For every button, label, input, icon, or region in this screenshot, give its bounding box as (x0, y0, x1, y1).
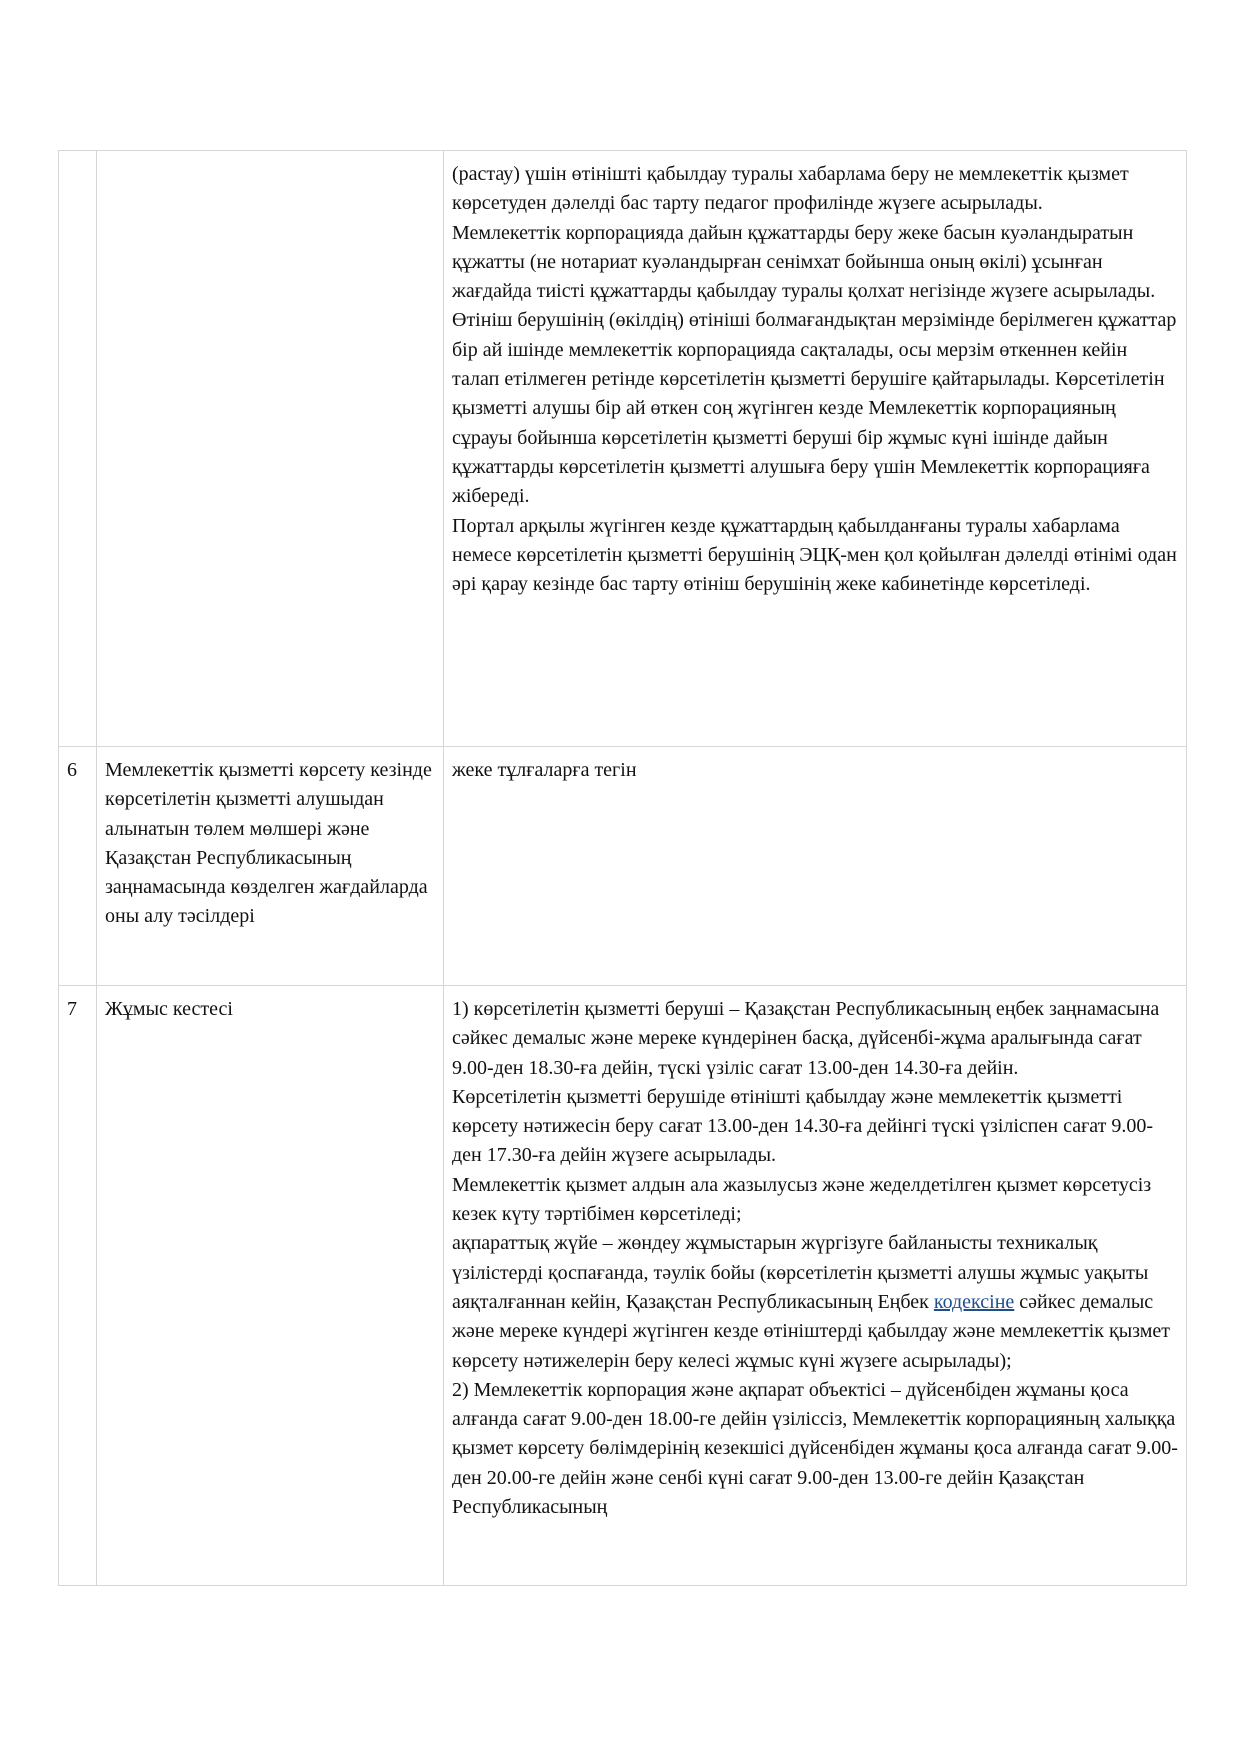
service-standard-table (58, 150, 1187, 1586)
paragraph: 1) көрсетілетін қызметті беруші – Қазақстан Республикасының еңбек заңнамасына сәйкес демалыс және мереке күндерінен басқа, дүйсенбі-жұма аралығында сағат 9.00-ден 18.30-ға дейін, түскі үзіліс сағат 13.00-ден 14.30-ға дейін. (452, 998, 1160, 1079)
paragraph-text: ақпараттық жүйе – жөндеу жұмыстарын жүргізуге байланысты техникалық үзілістерді қоспағанда, тәулік бойы (көрсетілетін қызметті алушы жұмыс уақыты аяқталғаннан кейін, Қазақстан Республикасының Еңбек (452, 1232, 1149, 1313)
paragraph: (растау) үшін өтінішті қабылдау туралы хабарлама беру не мемлекеттік қызмет көрсетуден дәлелді бас тарту педагог профилінде жүзеге асырылады. (452, 163, 1129, 215)
row-value-cell (444, 151, 1187, 747)
row-name-cell (97, 151, 444, 747)
row-number-cell: 7 (59, 986, 97, 1586)
paragraph-with-link (452, 1229, 1178, 1375)
paragraph: Өтініш берушінің (өкілдің) өтініші болмағандықтан мерзімінде берілмеген құжаттар бір ай ішінде мемлекеттік корпорацияда сақталады, осы мерзім өткеннен кейін талап етілмеген ретінде көрсетілетін қызметті берушіге қайтарылады. Көрсетілетін қызметті алушы бір ай өткен соң жүгінген кезде Мемлекеттік корпорацияның сұрауы бойынша көрсетілетін қызметті беруші бір жұмыс күні ішінде дайын құжаттарды көрсетілетін қызметті алушыға беру үшін Мемлекеттік корпорацияға жібереді. (452, 309, 1177, 508)
row-value-cell (444, 747, 1187, 986)
row-number-cell (59, 151, 97, 747)
paragraph: Мемлекеттік корпорацияда дайын құжаттарды беру жеке басын куәландыратын құжатты (не нотариат куәландырған сенімхат бойынша оның өкілі) ұсынған жағдайда тиісті құжаттарды қабылдау туралы қолхат негізінде жүзеге асырылады. (452, 221, 1156, 303)
paragraph: Портал арқылы жүгінген кезде құжаттардың қабылданғаны туралы хабарлама немесе көрсетілетін қызметті берушінің ЭЦҚ-мен қол қойылған дәлелді өтінімі одан әрі қарау кезінде бас тарту өтініш берушінің жеке кабинетінде көрсетіледі. (452, 514, 1177, 596)
table-row (59, 986, 1187, 1586)
row-name-cell: Мемлекеттік қызметті көрсету кезінде көрсетілетін қызметті алушыдан алынатын төлем мөлшері және Қазақстан Республикасының заңнамасында көзделген жағдайларда оны алу тәсілдері (97, 747, 444, 986)
row-number-cell: 6 (59, 747, 97, 986)
paragraph: жеке тұлғаларға тегін (452, 759, 637, 781)
row-name-cell: Жұмыс кестесі (97, 986, 444, 1586)
paragraph: 2) Мемлекеттік корпорация және ақпарат объектісі – дүйсенбіден жұманы қоса алғанда сағат 9.00-ден 18.00-ге дейін үзіліссіз, Мемлекеттік корпорацияның халыққа қызмет көрсету бөлімдерінің кезекшісі дүйсенбіден жұманы қоса алғанда сағат 9.00-ден 20.00-ге дейін және сенбі күні сағат 9.00-ден 13.00-ге дейін Қазақстан Республикасының (452, 1378, 1178, 1519)
labor-code-link[interactable]: кодексіне (933, 1290, 1015, 1313)
paragraph-text: сәйкес демалыс және мереке күндері жүгінген кезде өтініштерді қабылдау және мемлекеттік қызмет көрсету нәтижелерін беру келесі жұмыс күні жүзеге асырылады); (452, 1290, 1171, 1372)
table-row (59, 747, 1187, 986)
row-value-cell (444, 986, 1187, 1586)
table-row (59, 151, 1187, 747)
paragraph: Мемлекеттік қызмет алдын ала жазылусыз және жеделдетілген қызмет көрсетусіз кезек күту тәртібімен көрсетіледі; (452, 1173, 1152, 1226)
paragraph: Көрсетілетін қызметті берушіде өтінішті қабылдау және мемлекеттік қызметті көрсету нәтижесін беру сағат 13.00-ден 14.30-ға дейінгі түскі үзіліспен сағат 9.00-ден 17.30-ға дейін жүзеге асырылады. (452, 1085, 1154, 1167)
